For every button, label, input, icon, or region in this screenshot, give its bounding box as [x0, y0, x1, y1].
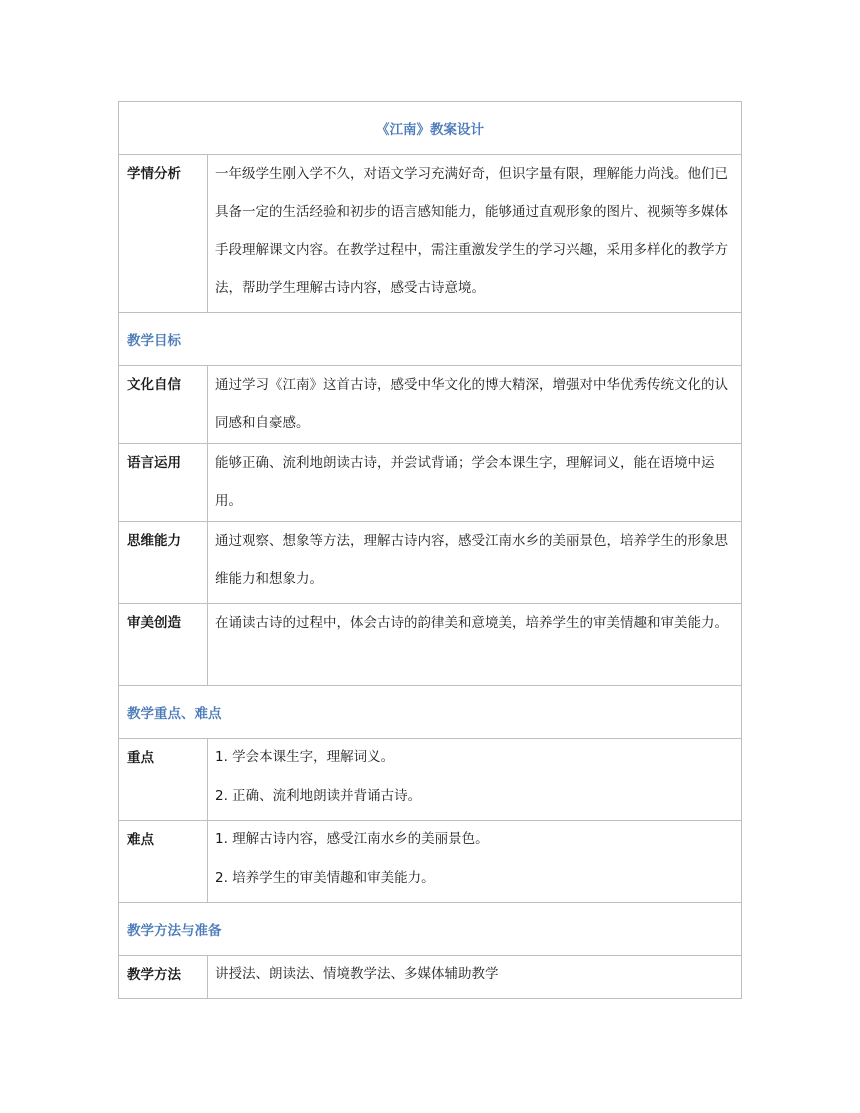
aesthetic-creation-text: 在诵读古诗的过程中，体会古诗的韵律美和意境美，培养学生的审美情趣和审美能力。	[215, 615, 728, 631]
section-heading-methods: 教学方法与准备	[119, 903, 742, 956]
row-content-cell	[208, 821, 742, 903]
row-content-cell	[208, 522, 742, 604]
section-row-methods	[119, 903, 742, 956]
list-item: 1. 学会本课生字，理解词义。	[215, 749, 395, 765]
cultural-confidence-row	[119, 366, 742, 444]
learner-analysis-row	[119, 155, 742, 313]
teaching-methods-row	[119, 956, 742, 999]
section-row-goals	[119, 313, 742, 366]
aesthetic-creation-row	[119, 604, 742, 686]
row-content-cell	[208, 956, 742, 999]
row-label: 教学方法	[119, 956, 208, 999]
section-heading-goals: 教学目标	[119, 313, 742, 366]
list-item: 2. 正确、流利地朗读并背诵古诗。	[215, 788, 422, 804]
row-content-cell	[208, 444, 742, 522]
row-label: 审美创造	[119, 604, 208, 686]
row-label: 难点	[119, 821, 208, 903]
title-row	[119, 102, 742, 155]
language-use-row	[119, 444, 742, 522]
row-label: 思维能力	[119, 522, 208, 604]
thinking-ability-text: 通过观察、想象等方法，理解古诗内容，感受江南水乡的美丽景色，培养学生的形象思维能力和想象力。	[215, 533, 728, 587]
row-content-cell	[208, 604, 742, 686]
row-label: 学情分析	[119, 155, 208, 313]
list-item: 1. 理解古诗内容，感受江南水乡的美丽景色。	[215, 831, 489, 847]
row-content-cell	[208, 739, 742, 821]
section-heading-key-points: 教学重点、难点	[119, 686, 742, 739]
cultural-confidence-text: 通过学习《江南》这首古诗，感受中华文化的博大精深，增强对中华优秀传统文化的认同感和自豪感。	[215, 377, 728, 431]
row-label: 文化自信	[119, 366, 208, 444]
teaching-methods-text: 讲授法、朗读法、情境教学法、多媒体辅助教学	[215, 966, 499, 982]
row-content-cell	[208, 366, 742, 444]
document-title: 《江南》教案设计	[119, 102, 742, 155]
section-row-key-points	[119, 686, 742, 739]
lesson-plan-table	[118, 101, 742, 999]
row-label: 语言运用	[119, 444, 208, 522]
row-content-cell	[208, 155, 742, 313]
thinking-ability-row	[119, 522, 742, 604]
row-label: 重点	[119, 739, 208, 821]
learner-analysis-text: 一年级学生刚入学不久，对语文学习充满好奇，但识字量有限，理解能力尚浅。他们已具备一定的生活经验和初步的语言感知能力，能够通过直观形象的图片、视频等多媒体手段理解课文内容。在教学过程中，需注重激发学生的学习兴趣，采用多样化的教学方法，帮助学生理解古诗内容，感受古诗意境。	[215, 166, 728, 296]
language-use-text: 能够正确、流利地朗读古诗，并尝试背诵；学会本课生字，理解词义，能在语境中运用。	[215, 455, 715, 509]
difficulties-row	[119, 821, 742, 903]
list-item: 2. 培养学生的审美情趣和审美能力。	[215, 870, 435, 886]
key-points-row	[119, 739, 742, 821]
